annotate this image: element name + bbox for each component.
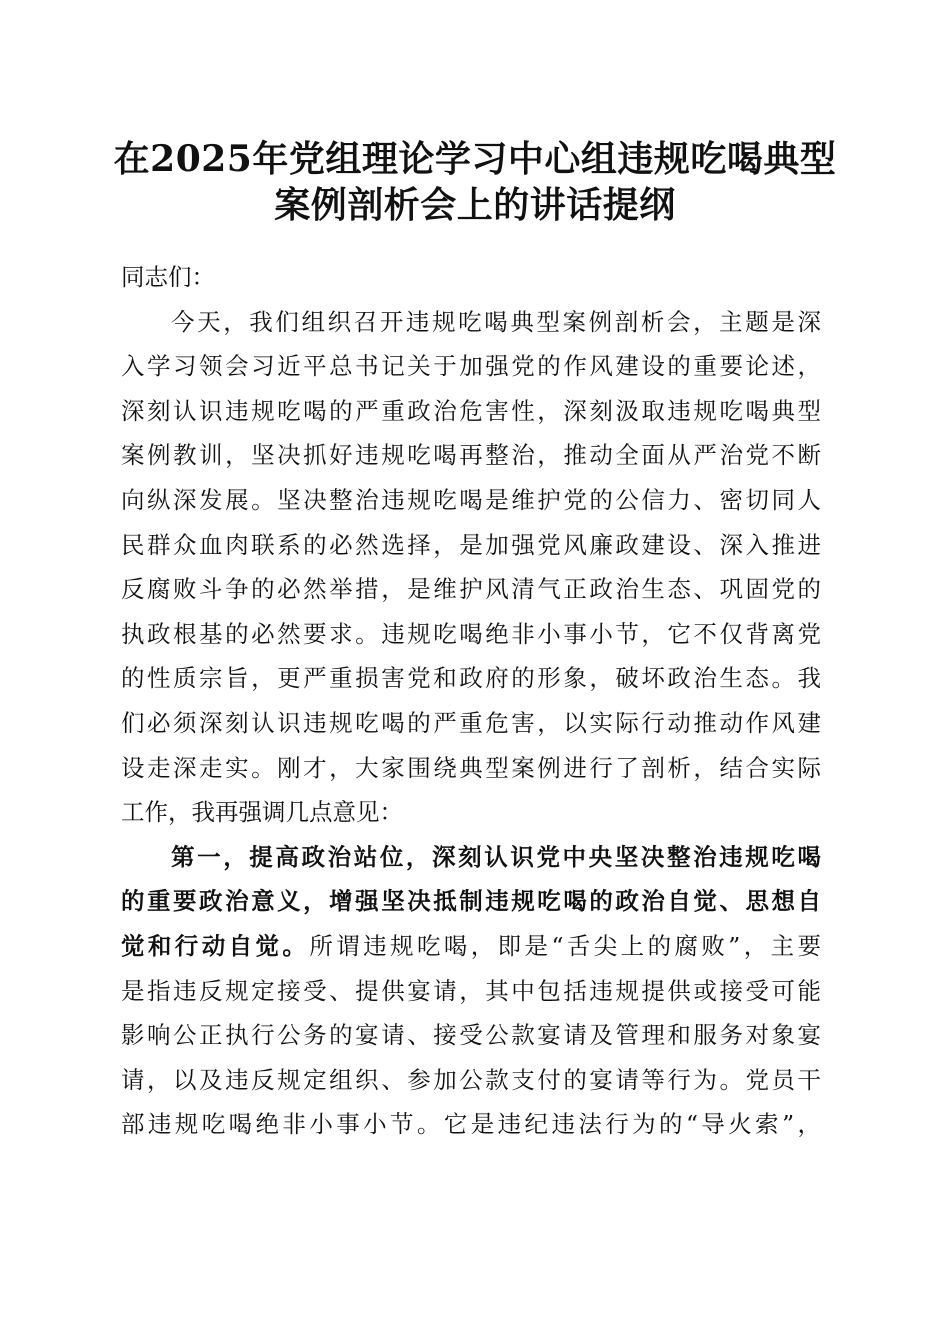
paragraph-line: 入学习领会习近平总书记关于加强党的作风建设的重要论述， bbox=[121, 352, 821, 381]
mixed-line bbox=[121, 924, 821, 969]
paragraph-line: 影响公正执行公务的宴请、接受公款宴请及管理和服务对象宴 bbox=[121, 1021, 821, 1050]
paragraph-line: 向纵深发展。坚决整治违规吃喝是维护党的公信力、密切同人 bbox=[121, 485, 821, 514]
document-title bbox=[100, 136, 850, 228]
paragraph-line: 民群众血肉联系的必然选择，是加强党风廉政建设、深入推进 bbox=[121, 530, 821, 559]
title-line-2: 案例剖析会上的讲话提纲 bbox=[274, 184, 676, 226]
paragraph-line: 反腐败斗争的必然举措，是维护风清气正政治生态、巩固党的 bbox=[121, 575, 821, 604]
document-body bbox=[121, 255, 821, 1147]
salutation: 同志们： bbox=[121, 263, 215, 291]
paragraph-line: 请，以及违反规定组织、参加公款支付的宴请等行为。党员干 bbox=[121, 1065, 821, 1094]
title-line-1: 在2025年党组理论学习中心组违规吃喝典型 bbox=[113, 138, 837, 180]
point-body-start: 所谓违规吃喝，即是“舌尖上的腐败”，主要 bbox=[309, 931, 822, 960]
paragraph-line: 是指违反规定接受、提供宴请，其中包括违规提供或接受可能 bbox=[121, 976, 821, 1005]
point-heading-line: 的重要政治意义，增强坚决抵制违规吃喝的政治自觉、思想自 bbox=[121, 887, 821, 916]
paragraph-line: 设走深走实。刚才，大家围绕典型案例进行了剖析，结合实际 bbox=[121, 753, 821, 782]
paragraph-point-one bbox=[121, 835, 821, 1147]
paragraph-line: 执政根基的必然要求。违规吃喝绝非小事小节，它不仅背离党 bbox=[121, 619, 821, 648]
point-heading-tail: 觉和行动自觉。 bbox=[121, 931, 310, 960]
paragraph-line: 案例教训，坚决抓好违规吃喝再整治，推动全面从严治党不断 bbox=[121, 441, 821, 470]
paragraph-line: 部违规吃喝绝非小事小节。它是违纪违法行为的“导火索”， bbox=[121, 1110, 821, 1139]
point-heading-line: 第一，提高政治站位，深刻认识党中央坚决整治违规吃喝 bbox=[171, 842, 821, 871]
paragraph-line: 们必须深刻认识违规吃喝的严重危害，以实际行动推动作风建 bbox=[121, 708, 821, 737]
paragraph-line: 的性质宗旨，更严重损害党和政府的形象，破坏政治生态。我 bbox=[121, 664, 821, 693]
paragraph-line: 今天，我们组织召开违规吃喝典型案例剖析会，主题是深 bbox=[171, 307, 821, 336]
paragraph-line: 工作，我再强调几点意见： bbox=[121, 798, 403, 827]
paragraph-intro bbox=[121, 300, 821, 835]
paragraph-line: 深刻认识违规吃喝的严重政治危害性，深刻汲取违规吃喝典型 bbox=[121, 396, 821, 425]
